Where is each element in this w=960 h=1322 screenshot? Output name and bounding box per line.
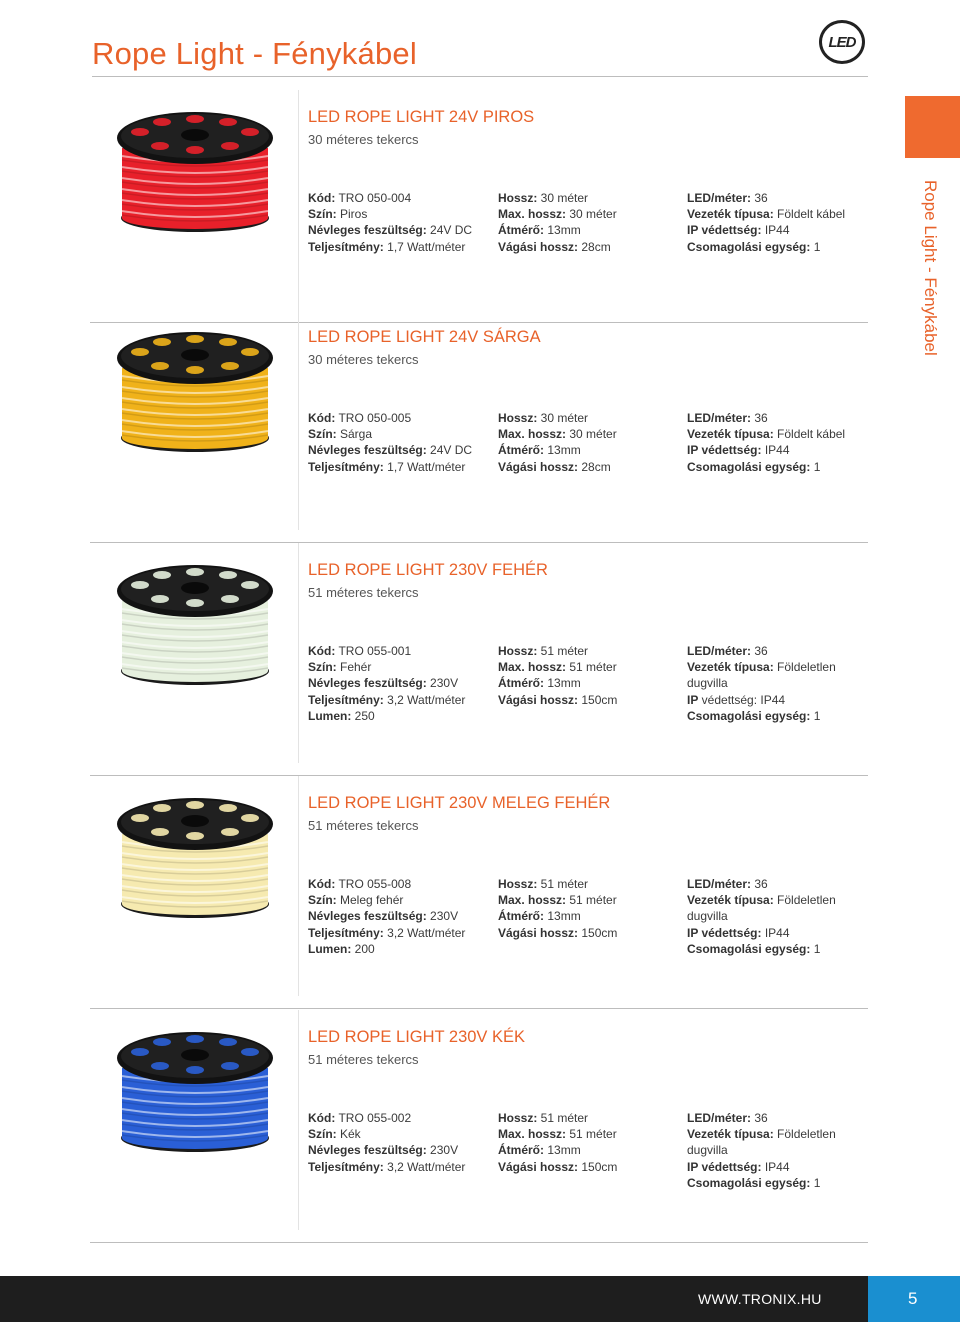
spec-value: 3,2 Watt/méter xyxy=(383,925,466,940)
spec-value: Földeletlen xyxy=(773,893,836,908)
spec-row xyxy=(308,410,493,426)
spec-value: 30 méter xyxy=(537,191,589,205)
product-section xyxy=(90,90,868,323)
rope-light-reel-image xyxy=(100,786,290,921)
spec-row xyxy=(687,659,872,675)
spec-row xyxy=(308,675,493,691)
spec-row xyxy=(687,1126,872,1142)
spec-row xyxy=(687,1110,872,1126)
spec-value: 51 méter xyxy=(537,877,589,891)
spec-value: 13mm xyxy=(544,443,581,458)
product-section xyxy=(90,1010,868,1243)
spec-row xyxy=(687,675,872,691)
spec-label: Vezeték típusa: xyxy=(687,1127,774,1142)
spec-label: Névleges feszültség: xyxy=(308,223,427,238)
spec-value: 30 méter xyxy=(537,411,589,425)
spec-label: IP védettség: xyxy=(687,443,762,458)
spec-value: 1 xyxy=(810,941,821,956)
spec-column xyxy=(308,410,493,475)
spec-value: 24V DC xyxy=(426,443,473,458)
spec-label: Max. hossz: xyxy=(498,660,567,675)
product-section xyxy=(90,543,868,776)
spec-label: Szín: xyxy=(308,427,337,442)
spec-value: 1,7 Watt/méter xyxy=(383,239,466,254)
product-photo xyxy=(100,786,290,921)
spec-row xyxy=(308,925,493,941)
spec-label: Hossz: xyxy=(498,411,538,425)
spec-label: Névleges feszültség: xyxy=(308,909,427,924)
spec-row xyxy=(687,459,872,475)
spec-label: Vágási hossz: xyxy=(498,692,579,707)
footer-url[interactable]: WWW.TRONIX.HU xyxy=(698,1291,822,1307)
spec-label: LED/méter: xyxy=(687,411,752,425)
side-section-label: Rope Light - Fénykábel xyxy=(921,180,940,356)
spec-label: Szín: xyxy=(308,660,337,675)
spec-row xyxy=(308,1142,493,1158)
section-divider xyxy=(90,1008,868,1009)
spec-value: 30 méter xyxy=(566,207,617,222)
product-name: LED ROPE LIGHT 24V PIROS xyxy=(308,108,535,126)
spec-label: Vágási hossz: xyxy=(498,1159,579,1174)
spec-label: Csomagolási egység: xyxy=(687,708,811,723)
spec-value: 150cm xyxy=(578,925,618,940)
spec-value: Földeletlen xyxy=(773,660,836,675)
spec-row xyxy=(498,459,683,475)
spec-label: Teljesítmény: xyxy=(308,692,384,707)
spec-label: Kód: xyxy=(308,191,336,205)
spec-row xyxy=(308,426,493,442)
spec-row xyxy=(308,442,493,458)
spec-row xyxy=(308,1159,493,1175)
product-section xyxy=(90,776,868,1009)
spec-column xyxy=(498,190,683,255)
spec-label: Csomagolási egység: xyxy=(687,239,811,254)
product-name: LED ROPE LIGHT 230V FEHÉR xyxy=(308,561,548,579)
spec-label: Kód: xyxy=(308,411,336,425)
spec-value: 13mm xyxy=(544,909,581,924)
spec-value: 51 méter xyxy=(566,1127,617,1142)
spec-label: Kód: xyxy=(308,1111,336,1125)
spec-column xyxy=(498,876,683,941)
spec-column xyxy=(498,1110,683,1175)
spec-column xyxy=(308,1110,493,1175)
spec-value: 1 xyxy=(810,239,821,254)
spec-value: 51 méter xyxy=(537,644,589,658)
spec-label: Max. hossz: xyxy=(498,207,567,222)
spec-label: Hossz: xyxy=(498,877,538,891)
spec-label: Szín: xyxy=(308,207,337,222)
spec-value: 230V xyxy=(426,1143,459,1158)
spec-value: dugvilla xyxy=(687,676,728,691)
spec-label: Vezeték típusa: xyxy=(687,427,774,442)
spec-row xyxy=(498,692,683,708)
spec-row xyxy=(687,692,872,708)
spec-row xyxy=(498,1142,683,1158)
spec-value: 150cm xyxy=(578,1159,618,1174)
spec-row xyxy=(687,426,872,442)
spec-row xyxy=(687,1175,872,1191)
spec-row xyxy=(308,892,493,908)
spec-row xyxy=(687,442,872,458)
spec-value: TRO 050-004 xyxy=(335,191,412,205)
spec-row xyxy=(687,708,872,724)
spec-row xyxy=(308,692,493,708)
page-number: 5 xyxy=(908,1289,918,1308)
spec-row xyxy=(498,190,683,206)
spec-label: Teljesítmény: xyxy=(308,459,384,474)
spec-label: IP xyxy=(687,692,699,707)
spec-value: 24V DC xyxy=(426,223,473,238)
product-subtitle: 51 méteres tekercs xyxy=(308,818,419,833)
spec-value: 1 xyxy=(810,708,821,723)
spec-label: Lumen: xyxy=(308,941,352,956)
spec-column xyxy=(498,410,683,475)
spec-value: 28cm xyxy=(578,239,611,254)
spec-column xyxy=(308,876,493,957)
spec-label: IP védettség: xyxy=(687,1159,762,1174)
spec-row xyxy=(498,410,683,426)
logo-text: LED xyxy=(828,33,856,51)
spec-value: Földelt kábel xyxy=(773,207,846,222)
spec-value: 3,2 Watt/méter xyxy=(383,692,466,707)
spec-row xyxy=(687,876,872,892)
spec-label: Csomagolási egység: xyxy=(687,941,811,956)
spec-label: Szín: xyxy=(308,893,337,908)
spec-value: 28cm xyxy=(578,459,611,474)
spec-column xyxy=(687,1110,872,1191)
spec-column xyxy=(687,876,872,957)
vertical-divider xyxy=(298,1010,299,1230)
spec-row xyxy=(498,892,683,908)
spec-value: 36 xyxy=(751,1111,768,1125)
spec-label: Átmérő: xyxy=(498,443,545,458)
spec-label: Átmérő: xyxy=(498,1143,545,1158)
vertical-divider xyxy=(298,90,299,310)
spec-label: Névleges feszültség: xyxy=(308,676,427,691)
spec-label: Teljesítmény: xyxy=(308,239,384,254)
spec-row xyxy=(498,1159,683,1175)
spec-label: Átmérő: xyxy=(498,223,545,238)
spec-label: Szín: xyxy=(308,1127,337,1142)
spec-row xyxy=(498,643,683,659)
spec-column xyxy=(308,643,493,724)
spec-row xyxy=(308,708,493,724)
spec-row xyxy=(308,459,493,475)
product-name: LED ROPE LIGHT 24V SÁRGA xyxy=(308,328,541,346)
section-divider xyxy=(90,1242,868,1243)
spec-label: Max. hossz: xyxy=(498,427,567,442)
spec-value: 51 méter xyxy=(566,893,617,908)
spec-row xyxy=(687,908,872,924)
spec-row xyxy=(498,675,683,691)
spec-row xyxy=(687,410,872,426)
spec-value: 230V xyxy=(426,909,459,924)
spec-label: Vezeték típusa: xyxy=(687,207,774,222)
spec-row xyxy=(498,908,683,924)
spec-value: Sárga xyxy=(336,427,373,442)
spec-label: LED/méter: xyxy=(687,191,752,205)
spec-value: Piros xyxy=(336,207,368,222)
spec-row xyxy=(308,1126,493,1142)
vertical-divider xyxy=(298,543,299,763)
side-tab xyxy=(905,96,960,158)
product-name: LED ROPE LIGHT 230V MELEG FEHÉR xyxy=(308,794,611,812)
spec-row xyxy=(308,239,493,255)
product-subtitle: 51 méteres tekercs xyxy=(308,585,419,600)
spec-row xyxy=(687,222,872,238)
spec-value: IP44 xyxy=(761,925,790,940)
spec-row xyxy=(687,190,872,206)
spec-row xyxy=(498,1126,683,1142)
spec-label: Névleges feszültség: xyxy=(308,1143,427,1158)
spec-value: IP44 xyxy=(761,223,790,238)
spec-row xyxy=(687,1159,872,1175)
spec-value: védettség: IP44 xyxy=(698,692,786,707)
spec-label: Vágási hossz: xyxy=(498,239,579,254)
spec-label: Átmérő: xyxy=(498,909,545,924)
spec-label: Max. hossz: xyxy=(498,1127,567,1142)
spec-value: 250 xyxy=(351,708,375,723)
spec-row xyxy=(308,908,493,924)
spec-row xyxy=(308,659,493,675)
spec-value: 51 méter xyxy=(566,660,617,675)
spec-row xyxy=(687,925,872,941)
spec-label: Csomagolási egység: xyxy=(687,1175,811,1190)
spec-value: TRO 050-005 xyxy=(335,411,412,425)
vertical-divider xyxy=(298,776,299,996)
spec-label: Átmérő: xyxy=(498,676,545,691)
product-photo xyxy=(100,553,290,688)
spec-value: 30 méter xyxy=(566,427,617,442)
spec-label: LED/méter: xyxy=(687,1111,752,1125)
spec-column xyxy=(687,410,872,475)
spec-row xyxy=(308,876,493,892)
spec-value: Fehér xyxy=(336,660,372,675)
spec-value: 36 xyxy=(751,411,768,425)
spec-value: TRO 055-001 xyxy=(335,644,412,658)
spec-value: dugvilla xyxy=(687,1143,728,1158)
spec-value: 13mm xyxy=(544,676,581,691)
spec-value: 13mm xyxy=(544,1143,581,1158)
spec-row xyxy=(687,941,872,957)
spec-label: Max. hossz: xyxy=(498,893,567,908)
spec-label: Teljesítmény: xyxy=(308,1159,384,1174)
rope-light-reel-image xyxy=(100,100,290,235)
spec-value: 3,2 Watt/méter xyxy=(383,1159,466,1174)
product-subtitle: 30 méteres tekercs xyxy=(308,132,419,147)
spec-label: Vágási hossz: xyxy=(498,925,579,940)
spec-row xyxy=(498,206,683,222)
product-photo xyxy=(100,320,290,455)
product-subtitle: 30 méteres tekercs xyxy=(308,352,419,367)
spec-label: Vezeték típusa: xyxy=(687,893,774,908)
spec-value: 200 xyxy=(351,941,375,956)
spec-label: Hossz: xyxy=(498,191,538,205)
spec-value: IP44 xyxy=(761,1159,790,1174)
spec-row xyxy=(687,206,872,222)
spec-value: 230V xyxy=(426,676,459,691)
spec-row xyxy=(498,1110,683,1126)
spec-label: Hossz: xyxy=(498,1111,538,1125)
spec-label: Kód: xyxy=(308,877,336,891)
spec-row xyxy=(687,239,872,255)
product-section xyxy=(90,310,868,543)
spec-value: TRO 055-002 xyxy=(335,1111,412,1125)
spec-row xyxy=(498,222,683,238)
spec-value: Kék xyxy=(336,1127,361,1142)
spec-row xyxy=(308,190,493,206)
spec-label: Hossz: xyxy=(498,644,538,658)
spec-column xyxy=(498,643,683,708)
spec-row xyxy=(308,1110,493,1126)
spec-value: 1,7 Watt/méter xyxy=(383,459,466,474)
spec-row xyxy=(498,876,683,892)
spec-row xyxy=(308,206,493,222)
rope-light-reel-image xyxy=(100,553,290,688)
spec-value: Meleg fehér xyxy=(336,893,404,908)
spec-row xyxy=(498,925,683,941)
spec-value: 13mm xyxy=(544,223,581,238)
spec-label: Lumen: xyxy=(308,708,352,723)
page-title: Rope Light - Fénykábel xyxy=(92,36,417,71)
spec-row xyxy=(687,643,872,659)
spec-column xyxy=(308,190,493,255)
spec-row xyxy=(687,892,872,908)
spec-value: Földelt kábel xyxy=(773,427,846,442)
spec-row xyxy=(498,442,683,458)
rope-light-reel-image xyxy=(100,1020,290,1155)
spec-label: IP védettség: xyxy=(687,223,762,238)
spec-row xyxy=(498,659,683,675)
spec-label: Kód: xyxy=(308,644,336,658)
spec-row xyxy=(687,1142,872,1158)
page-number-box xyxy=(868,1276,960,1322)
spec-value: dugvilla xyxy=(687,909,728,924)
spec-label: Vezeték típusa: xyxy=(687,660,774,675)
spec-value: 51 méter xyxy=(537,1111,589,1125)
led-logo-icon xyxy=(819,20,865,64)
spec-value: Földeletlen xyxy=(773,1127,836,1142)
spec-row xyxy=(498,426,683,442)
spec-value: 36 xyxy=(751,644,768,658)
vertical-divider xyxy=(298,310,299,530)
spec-value: TRO 055-008 xyxy=(335,877,412,891)
spec-row xyxy=(308,222,493,238)
spec-row xyxy=(308,643,493,659)
spec-row xyxy=(308,941,493,957)
header-divider xyxy=(92,76,868,77)
spec-label: Vágási hossz: xyxy=(498,459,579,474)
product-photo xyxy=(100,100,290,235)
footer xyxy=(0,1276,960,1322)
spec-column xyxy=(687,643,872,724)
rope-light-reel-image xyxy=(100,320,290,455)
spec-label: Névleges feszültség: xyxy=(308,443,427,458)
spec-label: Teljesítmény: xyxy=(308,925,384,940)
spec-label: LED/méter: xyxy=(687,877,752,891)
product-photo xyxy=(100,1020,290,1155)
spec-value: 150cm xyxy=(578,692,618,707)
spec-label: LED/méter: xyxy=(687,644,752,658)
spec-label: Csomagolási egység: xyxy=(687,459,811,474)
spec-value: 36 xyxy=(751,191,768,205)
spec-label: IP védettség: xyxy=(687,925,762,940)
product-subtitle: 51 méteres tekercs xyxy=(308,1052,419,1067)
product-name: LED ROPE LIGHT 230V KÉK xyxy=(308,1028,526,1046)
spec-value: IP44 xyxy=(761,443,790,458)
spec-row xyxy=(498,239,683,255)
spec-value: 1 xyxy=(810,1175,821,1190)
spec-value: 36 xyxy=(751,877,768,891)
spec-column xyxy=(687,190,872,255)
spec-value: 1 xyxy=(810,459,821,474)
